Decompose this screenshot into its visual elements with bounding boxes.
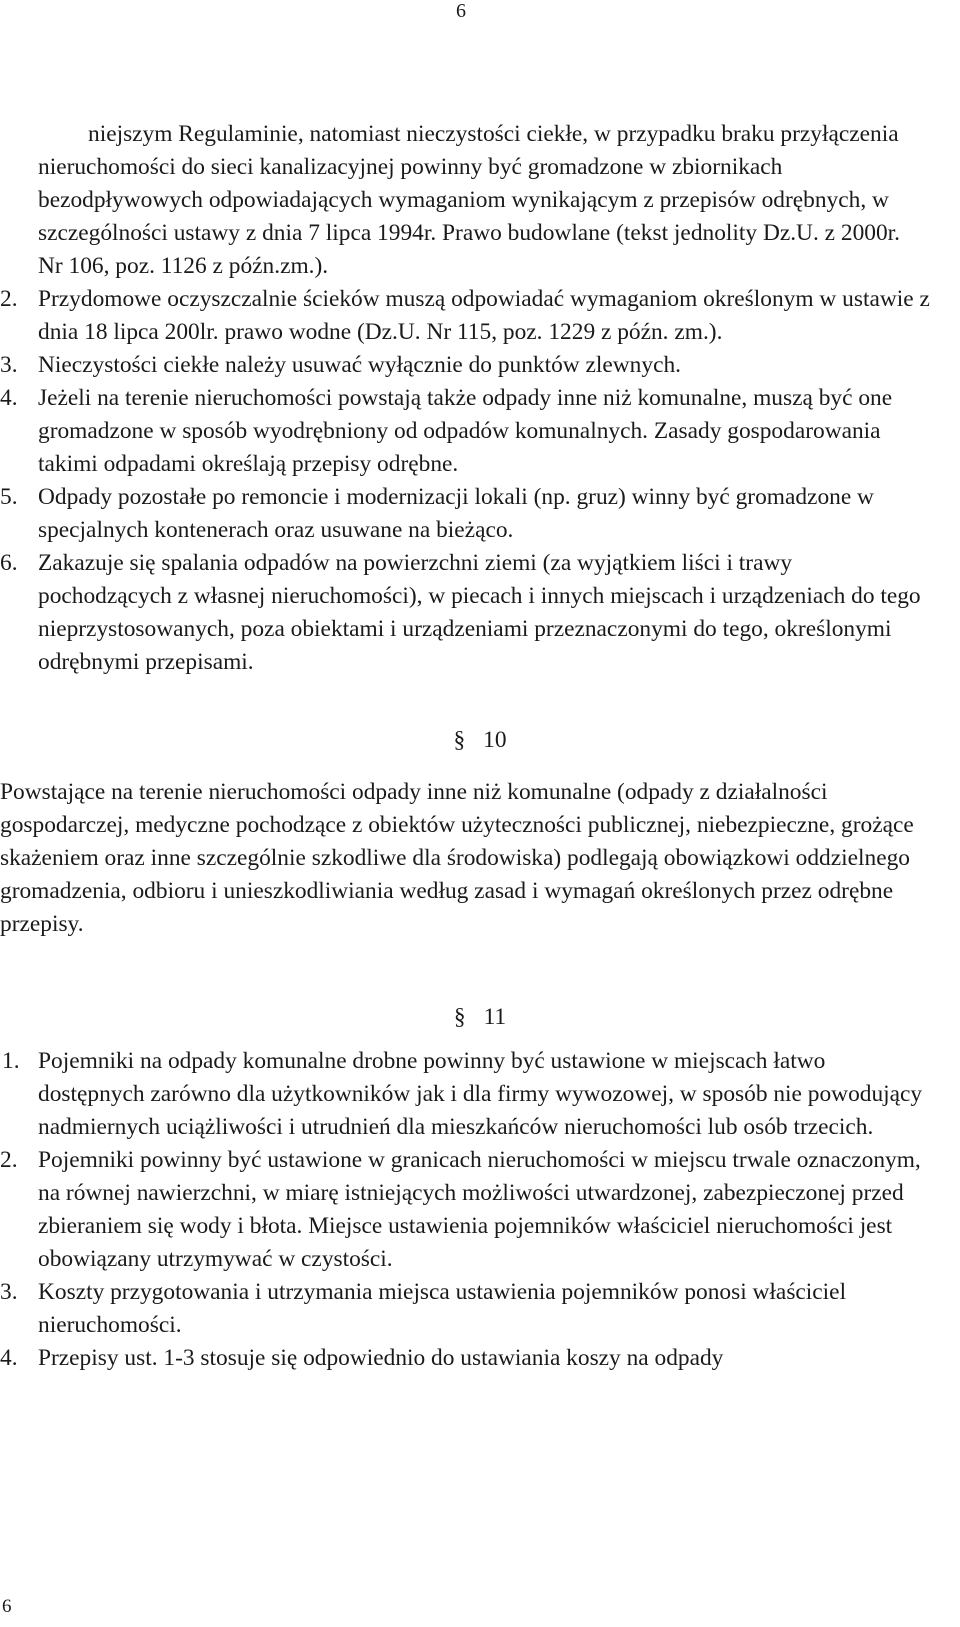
page-number-bottom: 6 <box>2 1596 12 1617</box>
section-mark: § <box>453 1004 466 1030</box>
item-number: 5. <box>0 484 18 510</box>
item-text: Nieczystości ciekłe należy usuwać wyłącznie do punktów zlewnych. <box>38 352 682 378</box>
item-number: 6. <box>0 550 18 576</box>
section9-list <box>0 283 930 679</box>
item-text: Przepisy ust. 1-3 stosuje się odpowiednio do ustawiania koszy na odpady <box>38 1345 724 1371</box>
section10-heading <box>0 712 930 768</box>
item-number: 1. <box>2 1048 20 1074</box>
list-item <box>0 1342 930 1375</box>
section11-heading <box>0 989 930 1045</box>
item-text: Odpady pozostałe po remoncie i modernizacji lokali (np. gruz) winny być gromadzone w specjalnych kontenerach oraz usuwane na bieżąco. <box>38 484 874 543</box>
item-text: Koszty przygotowania i utrzymania miejsca ustawienia pojemników ponosi właściciel nieruchomości. <box>38 1279 847 1338</box>
list-item <box>0 547 930 679</box>
section10-text: Powstające na terenie nieruchomości odpady inne niż komunalne (odpady z działalności gospodarczej, medyczne pochodzące z obiektów użyteczności publicznej, niebezpieczne, grożące skażeniem oraz inne szczególnie szkodliwe dla środowiska) podlegają obowiązkowi oddzielnego gromadzenia, odbioru i unieszkodliwiania według zasad i wymagań określonych przez odrębne przepisy. <box>0 779 914 937</box>
item-number: 3. <box>0 352 18 378</box>
list-item <box>0 481 930 547</box>
item-text: Jeżeli na terenie nieruchomości powstają także odpady inne niż komunalne, muszą być one gromadzone w sposób wyodrębniony od odpadów komunalnych. Zasady gospodarowania takimi odpadami określają przepisy odrębne. <box>38 385 893 477</box>
document-body <box>0 118 930 1375</box>
section-mark: § <box>453 727 466 753</box>
item-number: 3. <box>0 1279 18 1305</box>
section9-continuation: niejszym Regulaminie, natomiast nieczystości ciekłe, w przypadku braku przyłączenia nieruchomości do sieci kanalizacyjnej powinny być gromadzone w zbiornikach bezodpływowych odpowiadających wymaganiom wynikającym z przepisów odrębnych, w szczególności ustawy z dnia 7 lipca 1994r. Prawo budowlane (tekst jednolity Dz.U. z 2000r. Nr 106, poz. 1126 z późn.zm.). <box>38 121 901 279</box>
list-item <box>0 349 930 382</box>
list-item <box>0 1276 930 1342</box>
item-number: 2. <box>0 286 18 312</box>
list-item <box>0 283 930 349</box>
section-number: 10 <box>483 727 507 753</box>
list-item <box>0 1045 930 1144</box>
section-number: 11 <box>483 1004 507 1030</box>
list-item <box>0 1144 930 1276</box>
item-text: Przydomowe oczyszczalnie ścieków muszą odpowiadać wymaganiom określonym w ustawie z dnia 18 lipca 200lr. prawo wodne (Dz.U. Nr 115, poz. 1229 z późn. zm.). <box>38 286 930 345</box>
item-number: 4. <box>0 385 18 411</box>
item-text: Zakazuje się spalania odpadów na powierzchni ziemi (za wyjątkiem liści i trawy pochodzących z własnej nieruchomości), w piecach i innych miejscach i urządzeniach do tego nieprzystosowanych, poza obiektami i urządzeniami przeznaczonymi do tego, określonymi odrębnymi przepisami. <box>38 550 921 675</box>
section11-list <box>0 1045 930 1375</box>
list-item <box>0 382 930 481</box>
page-number-top: 6 <box>456 0 466 22</box>
item-text: Pojemniki na odpady komunalne drobne powinny być ustawione w miejscach łatwo dostępnych zarówno dla użytkowników jak i dla firmy wywozowej, w sposób nie powodujący nadmiernych uciążliwości i utrudnień dla mieszkańców nieruchomości lub osób trzecich. <box>38 1048 923 1140</box>
item-text: Pojemniki powinny być ustawione w granicach nieruchomości w miejscu trwale oznaczonym, na równej nawierzchni, w miarę istniejących możliwości utwardzonej, zabezpieczonej przed zbieraniem się wody i błota. Miejsce ustawienia pojemników właściciel nieruchomości jest obowiązany utrzymywać w czystości. <box>38 1147 921 1272</box>
item-number: 4. <box>0 1345 18 1371</box>
item-number: 2. <box>0 1147 18 1173</box>
